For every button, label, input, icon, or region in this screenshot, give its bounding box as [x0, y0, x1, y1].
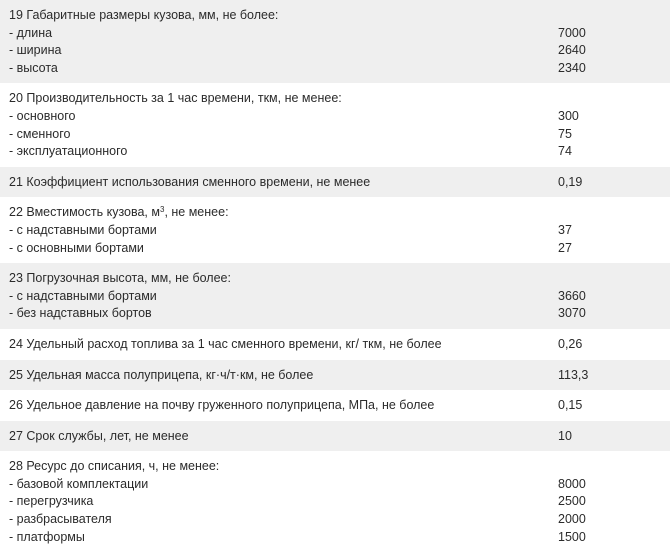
spec-label-heading — [9, 428, 549, 446]
spec-label-subitem — [9, 529, 549, 547]
spec-label-cell — [0, 329, 549, 360]
spec-value: 7000 — [558, 25, 586, 40]
spec-label-text: - платформы — [9, 529, 85, 544]
spec-row-27 — [0, 421, 670, 452]
spec-label-heading — [9, 397, 549, 415]
spec-label-text: 26 Удельное давление на почву груженного полуприцепа, МПа, не более — [9, 398, 435, 413]
spec-value: 2340 — [558, 60, 586, 75]
spec-label-cell — [0, 167, 549, 198]
spec-label-heading — [9, 367, 549, 385]
spec-label-text: 20 Производительность за 1 час времени, ткм, не менее: — [9, 91, 342, 106]
spec-label-text: 23 Погрузочная высота, мм, не более: — [9, 271, 231, 286]
spec-label-cell — [0, 451, 549, 552]
spec-label-subitem — [9, 511, 549, 529]
spec-value: 3070 — [558, 306, 586, 321]
spec-value-spacer — [558, 204, 670, 222]
spec-label-subitem — [9, 476, 549, 494]
spec-value-cell — [549, 167, 670, 198]
spec-label-text: 28 Ресурс до списания, ч, не менее: — [9, 459, 220, 474]
spec-label-text: 21 Коэффициент использования сменного времени, не менее — [9, 174, 371, 189]
spec-value-spacer — [558, 270, 670, 288]
spec-value: 300 — [558, 108, 579, 123]
spec-label-text: - с основными бортами — [9, 240, 144, 255]
spec-label-subitem — [9, 288, 549, 306]
spec-label-text: - ширина — [9, 43, 62, 58]
spec-value: 2500 — [558, 494, 586, 509]
spec-label-text: 24 Удельный расход топлива за 1 час сменного времени, кг/ ткм, не более — [9, 336, 442, 351]
spec-label-text: - перегрузчика — [9, 494, 94, 509]
spec-value: 3660 — [558, 288, 586, 303]
spec-label-text: - без надставных бортов — [9, 306, 152, 321]
spec-value-spacer — [558, 458, 670, 476]
spec-label-text: - длина — [9, 25, 53, 40]
spec-value: 10 — [558, 428, 572, 443]
spec-value: 0,15 — [558, 398, 583, 413]
spec-label-text: 25 Удельная масса полуприцепа, кг·ч/т·км, не более — [9, 367, 314, 382]
spec-value: 37 — [558, 222, 572, 237]
spec-value: 2640 — [558, 43, 586, 58]
spec-label-subitem — [9, 25, 549, 43]
spec-label-text: 19 Габаритные размеры кузова, мм, не более: — [9, 8, 279, 22]
spec-value-spacer — [558, 90, 670, 108]
spec-label-text: - разбрасывателя — [9, 512, 112, 527]
spec-label-heading — [9, 174, 549, 192]
spec-label-text: - эксплуатационного — [9, 144, 128, 159]
spec-label-text: - базовой комплектации — [9, 476, 149, 491]
spec-label-text-suffix: , не менее: — [164, 205, 229, 220]
spec-label-subitem — [9, 143, 549, 161]
spec-value: 0,19 — [558, 174, 583, 189]
spec-value-cell — [549, 360, 670, 391]
spec-label-cell — [0, 263, 549, 329]
spec-label-text: - с надставными бортами — [9, 222, 157, 237]
unit-superscript: 3 — [159, 205, 165, 215]
spec-value-cell — [549, 329, 670, 360]
spec-row-25 — [0, 360, 670, 391]
spec-label-heading — [9, 336, 549, 354]
spec-label-text: - основного — [9, 108, 76, 123]
spec-label-subitem — [9, 60, 549, 78]
spec-row-24 — [0, 329, 670, 360]
spec-label-heading — [9, 270, 549, 288]
spec-label-heading — [9, 458, 549, 476]
spec-label-heading — [9, 204, 549, 222]
spec-label-cell — [0, 390, 549, 421]
spec-row-23 — [0, 263, 670, 329]
spec-label-subitem — [9, 305, 549, 323]
spec-value-spacer — [558, 7, 670, 25]
spec-label-text: - сменного — [9, 126, 71, 141]
spec-value-cell — [549, 83, 670, 166]
spec-row-21 — [0, 167, 670, 198]
spec-label-text: 27 Срок службы, лет, не менее — [9, 428, 189, 443]
spec-row-28 — [0, 451, 670, 552]
spec-row-20 — [0, 83, 670, 166]
spec-label-cell — [0, 0, 549, 83]
spec-label-subitem — [9, 493, 549, 511]
spec-value: 8000 — [558, 476, 586, 491]
spec-label-subitem — [9, 126, 549, 144]
spec-label-text: - высота — [9, 60, 58, 75]
spec-row-26 — [0, 390, 670, 421]
spec-label-subitem — [9, 42, 549, 60]
spec-value: 75 — [558, 126, 572, 141]
spec-value-cell — [549, 0, 670, 83]
spec-label-text: 22 Вместимость кузова, м — [9, 205, 160, 220]
spec-label-subitem — [9, 222, 549, 240]
spec-value: 113,3 — [558, 367, 589, 382]
spec-value: 74 — [558, 144, 572, 159]
spec-label-subitem — [9, 240, 549, 258]
spec-label-heading — [9, 90, 549, 108]
spec-value-cell — [549, 263, 670, 329]
spec-value-cell — [549, 390, 670, 421]
spec-value: 2000 — [558, 512, 586, 527]
spec-value: 1500 — [558, 529, 586, 544]
spec-value-cell — [549, 421, 670, 452]
spec-label-cell — [0, 421, 549, 452]
spec-value: 27 — [558, 240, 572, 255]
spec-label-cell — [0, 197, 549, 263]
spec-value-cell — [549, 197, 670, 263]
spec-label-heading — [9, 7, 549, 25]
spec-row-22 — [0, 197, 670, 263]
spec-value-cell — [549, 451, 670, 552]
spec-label-subitem — [9, 108, 549, 126]
spec-label-cell — [0, 83, 549, 166]
spec-label-cell — [0, 360, 549, 391]
spec-value: 0,26 — [558, 336, 583, 351]
spec-row-19 — [0, 0, 670, 83]
spec-label-text: - с надставными бортами — [9, 288, 157, 303]
